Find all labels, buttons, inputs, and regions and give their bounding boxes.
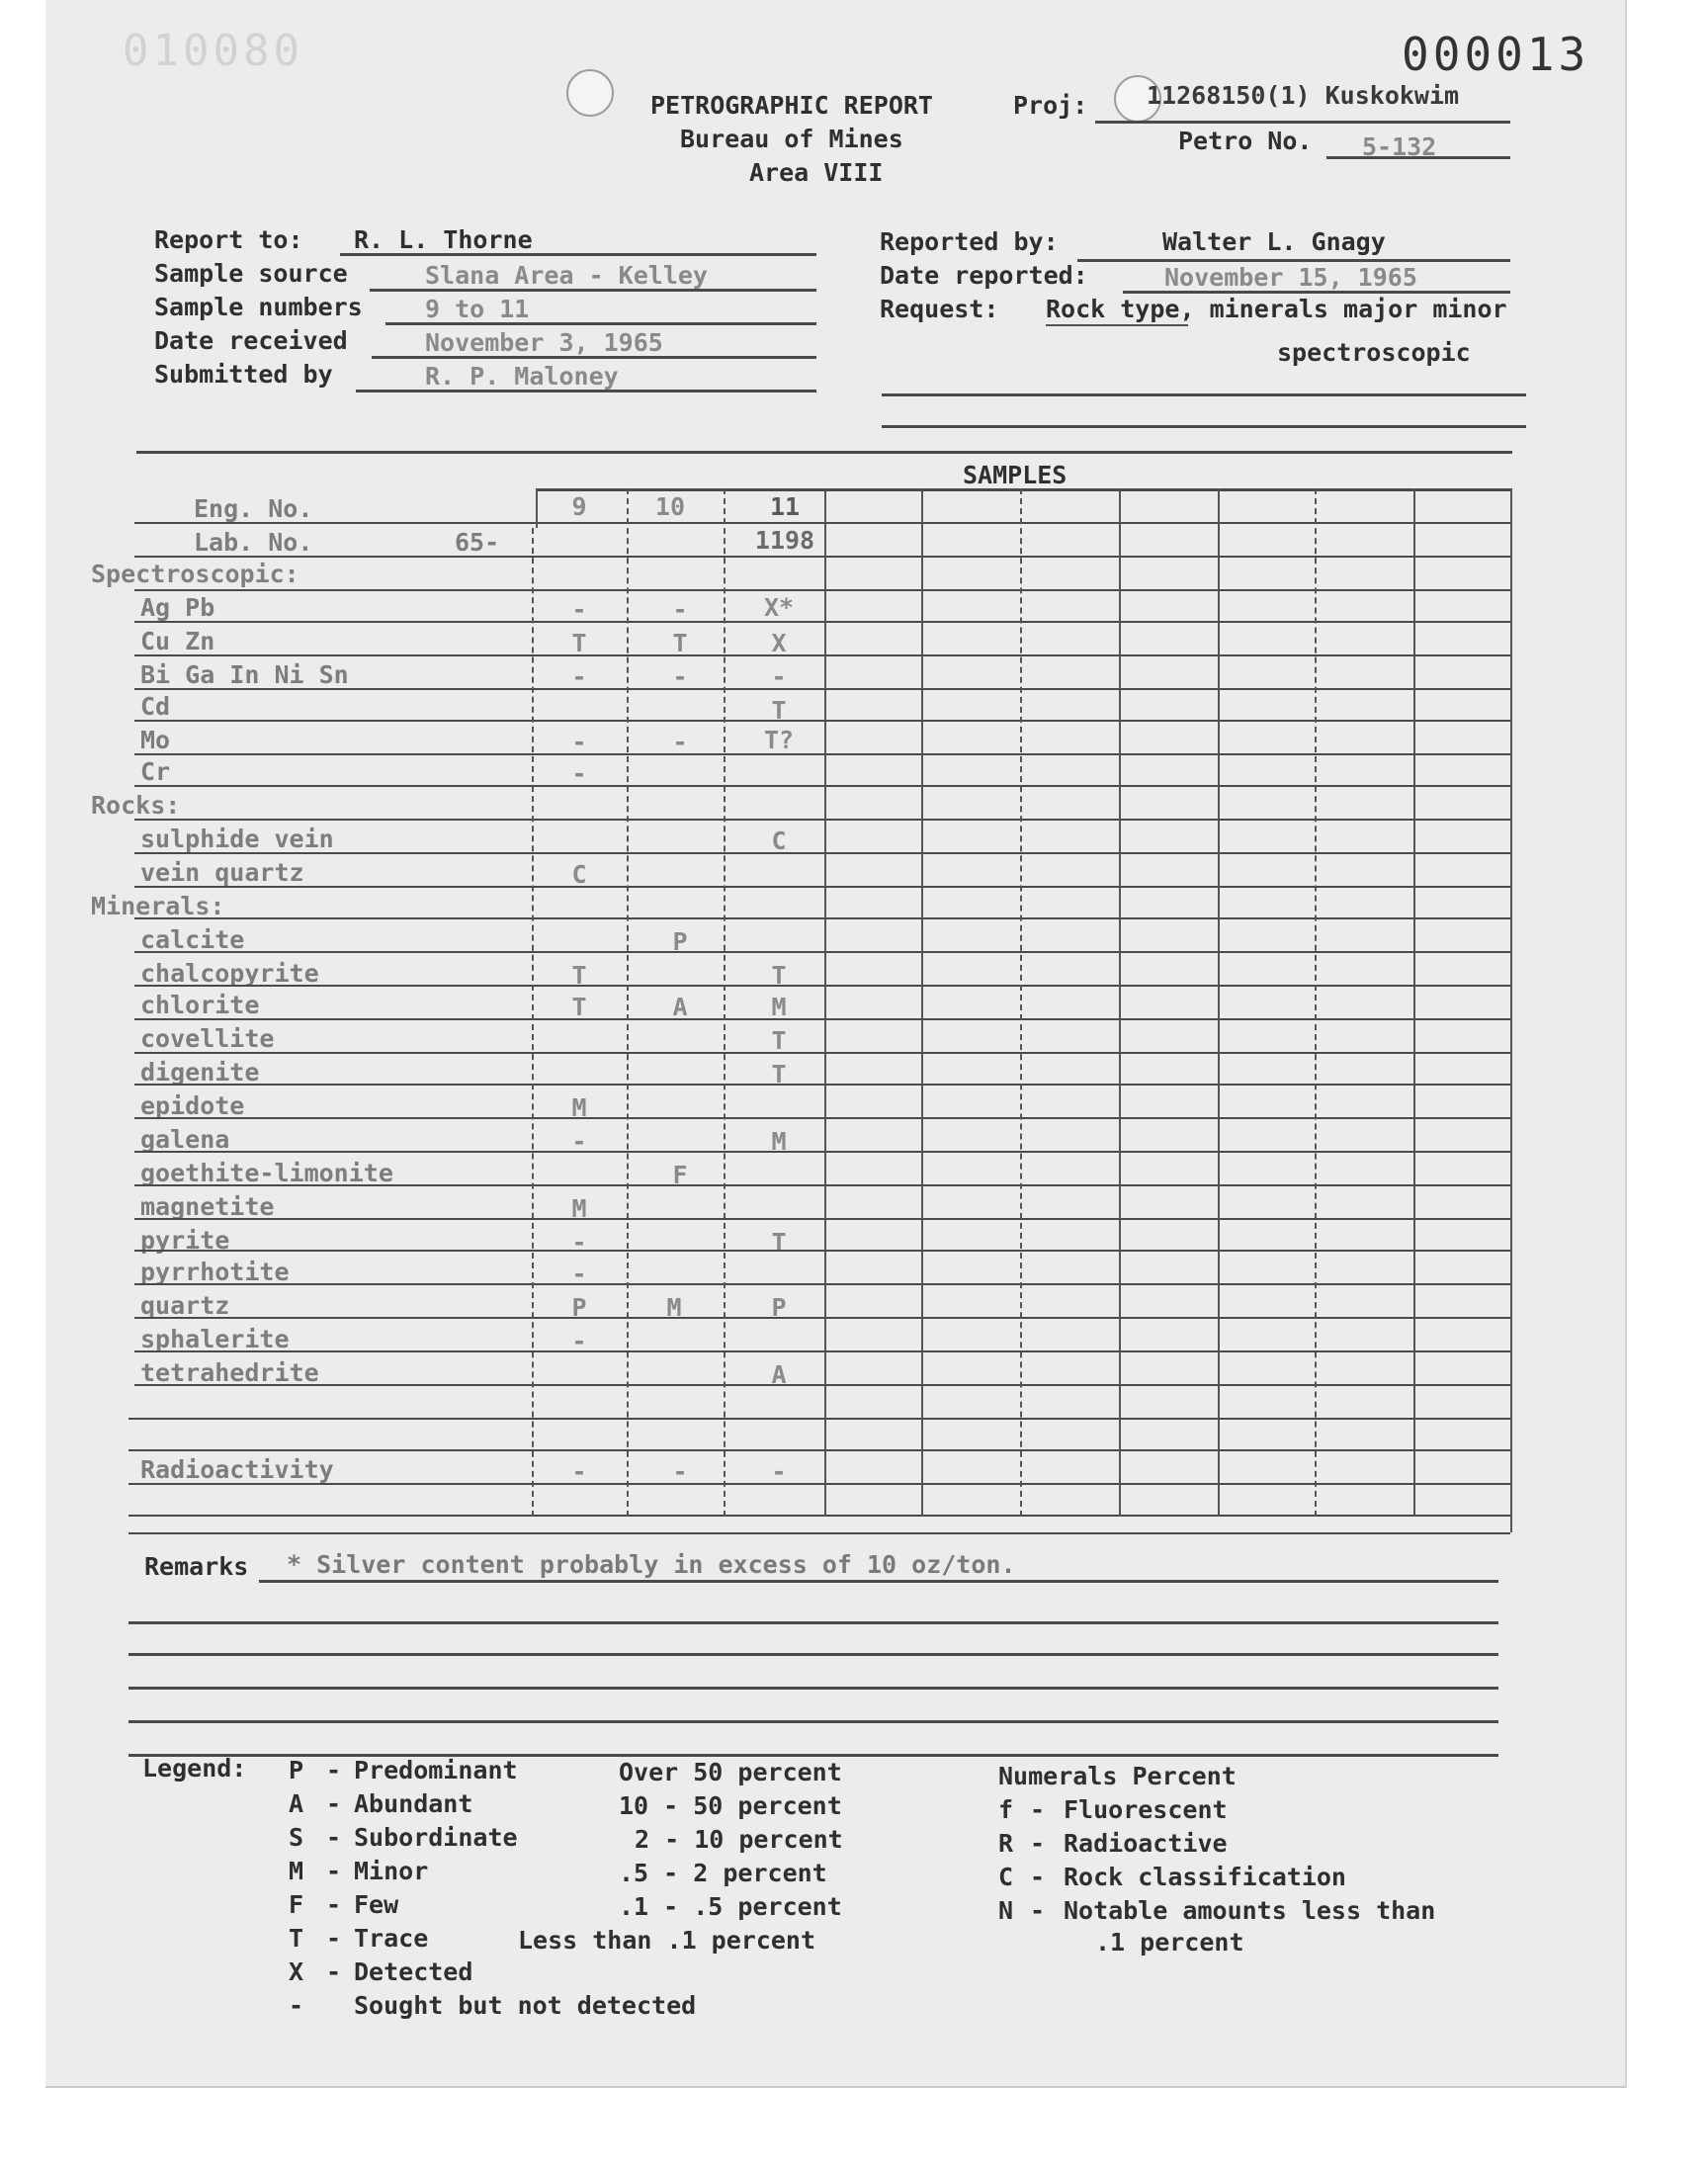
legend-dash: - (326, 1857, 342, 1885)
table-row-rule (128, 1449, 1510, 1451)
legend-dash: - (326, 1823, 342, 1852)
table-cell: X* (763, 593, 795, 622)
legend-name: Few (354, 1890, 399, 1919)
table-row-rule (134, 1052, 1510, 1054)
table-row-label: sphalerite (140, 1325, 290, 1353)
request-blank-line (882, 393, 1526, 396)
table-cell: - (672, 595, 688, 624)
date-reported-underline (1123, 291, 1510, 294)
table-row-label: pyrite (140, 1226, 230, 1255)
eng-number: 9 (571, 492, 587, 521)
document-number: 000013 (1402, 28, 1590, 81)
table-row-rule (134, 1117, 1510, 1119)
reported-by-value: Walter L. Gnagy (1162, 227, 1386, 256)
legend-code: - (289, 1991, 304, 2020)
legend-label: Legend: (142, 1754, 247, 1783)
lab-number: 1198 (754, 526, 815, 555)
submitted-by-value: R. P. Maloney (425, 362, 619, 391)
table-cell: P (771, 1293, 787, 1322)
table-row-label: Cd (140, 692, 171, 721)
section-minerals: Minerals: (91, 892, 225, 920)
table-cell: P (672, 927, 688, 956)
table-row-label: epidote (140, 1091, 245, 1120)
legend-code: F (289, 1890, 304, 1919)
request-label: Request: (880, 295, 999, 323)
column-divider (1020, 488, 1022, 1517)
legend-tail: .1 percent (1095, 1928, 1244, 1957)
table-row-label: goethite-limonite (140, 1159, 393, 1187)
table-cell: T (771, 696, 787, 725)
legend-range: Less than .1 percent (518, 1926, 816, 1955)
section-spectroscopic: Spectroscopic: (91, 560, 299, 588)
table-cell: T (571, 993, 587, 1021)
table-row-label: chalcopyrite (140, 959, 319, 988)
legend-dash: - (1030, 1863, 1046, 1891)
proj-value: 11268150(1) Kuskokwim (1147, 81, 1460, 110)
table-row-rule (128, 1532, 1510, 1534)
column-divider (1510, 488, 1512, 1532)
date-reported-value: November 15, 1965 (1164, 263, 1417, 292)
legend-name: Detected (354, 1958, 473, 1986)
legend-range: Over 50 percent (619, 1758, 842, 1786)
remarks-line (128, 1621, 1498, 1624)
eng-number: 11 (769, 492, 801, 521)
ghost-stamp-number: 010080 (123, 26, 303, 76)
samples-header-rule (538, 488, 1512, 491)
legend-dash: - (326, 1958, 342, 1986)
table-cell: T (771, 1026, 787, 1055)
sample-numbers-label: Sample numbers (154, 293, 363, 321)
legend-name: Subordinate (354, 1823, 518, 1852)
legend-dash: - (1030, 1795, 1046, 1824)
table-row-rule (134, 1250, 1510, 1252)
column-divider (824, 488, 826, 1517)
remarks-line (128, 1720, 1498, 1723)
table-row-label: vein quartz (140, 858, 304, 887)
table-row-rule (134, 1350, 1510, 1352)
legend-dash: - (326, 1756, 342, 1784)
legend-name: Radioactive (1064, 1829, 1228, 1858)
table-row-rule (134, 886, 1510, 888)
table-cell: - (571, 728, 587, 756)
table-row-rule (134, 1317, 1510, 1319)
table-row-rule (134, 621, 1510, 623)
table-cell: - (672, 1457, 688, 1486)
legend-code: P (289, 1756, 304, 1784)
table-row-label: pyrrhotite (140, 1258, 290, 1286)
legend-name: Rock classification (1064, 1863, 1346, 1891)
legend-code: R (998, 1829, 1014, 1858)
eng-number: 10 (654, 492, 686, 521)
table-row-label: Radioactivity (140, 1455, 334, 1484)
sample-numbers-underline (385, 322, 816, 325)
report-to-label: Report to: (154, 225, 303, 254)
table-cell: C (771, 826, 787, 855)
legend-name: Notable amounts less than (1064, 1896, 1436, 1925)
remarks-line (128, 1687, 1498, 1690)
legend-name: Predominant (354, 1756, 518, 1784)
table-row-rule (134, 1218, 1510, 1220)
lab-no-prefix: 65- (455, 528, 500, 557)
legend-code: f (998, 1795, 1014, 1824)
table-row-label: sulphide vein (140, 825, 334, 853)
lab-no-label: Lab. No. (194, 528, 313, 557)
reported-by-label: Reported by: (880, 227, 1059, 256)
legend-dash: - (326, 1789, 342, 1818)
reported-by-underline (1077, 259, 1510, 262)
column-divider (627, 488, 629, 1517)
table-cell: - (771, 662, 787, 691)
date-received-value: November 3, 1965 (425, 328, 663, 357)
table-row-label: magnetite (140, 1192, 275, 1221)
table-row-rule (128, 1418, 1510, 1420)
report-to-value: R. L. Thorne (354, 225, 533, 254)
table-cell: - (571, 595, 587, 624)
table-cell: A (771, 1360, 787, 1389)
table-row-label: calcite (140, 925, 245, 954)
table-row-rule (134, 985, 1510, 987)
table-row-label: tetrahedrite (140, 1358, 319, 1387)
column-divider (532, 528, 534, 1517)
legend-code: C (998, 1863, 1014, 1891)
sample-source-label: Sample source (154, 259, 348, 288)
table-row-rule (128, 1483, 1510, 1485)
remarks-line (128, 1653, 1498, 1656)
table-cell: - (672, 728, 688, 756)
table-row-rule (134, 1184, 1510, 1186)
table-cell: M (666, 1293, 682, 1322)
table-row-rule (134, 951, 1510, 953)
table-cell: M (571, 1194, 587, 1223)
legend-code: N (998, 1896, 1014, 1925)
column-divider (724, 488, 726, 1517)
table-row-label: galena (140, 1125, 230, 1154)
table-row-label: chlorite (140, 991, 260, 1019)
legend-name: Sought but not detected (354, 1991, 697, 2020)
table-row-rule (134, 785, 1510, 787)
table-row-label: Ag Pb (140, 593, 215, 622)
date-received-underline (372, 356, 816, 359)
legend-code: S (289, 1823, 304, 1852)
punch-hole-icon (566, 69, 614, 117)
table-row-rule (134, 556, 1510, 558)
table-cell: T? (763, 726, 795, 754)
table-row-rule (134, 1084, 1510, 1086)
table-cell: A (672, 993, 688, 1021)
legend-code: A (289, 1789, 304, 1818)
table-row-rule (134, 522, 1510, 524)
report-to-underline (340, 253, 816, 256)
table-cell: C (571, 860, 587, 889)
table-row-label: Mo (140, 726, 171, 754)
table-cell: - (571, 1260, 587, 1288)
legend-name: Fluorescent (1064, 1795, 1228, 1824)
table-cell: T (771, 1060, 787, 1088)
legend-range: .5 - 2 percent (619, 1859, 827, 1887)
header-divider (136, 451, 1512, 454)
table-cell: - (571, 759, 587, 788)
petro-underline (1326, 156, 1510, 159)
request-blank-line (882, 425, 1526, 428)
table-row-rule (128, 1515, 1510, 1517)
table-row-rule (134, 917, 1510, 919)
submitted-by-label: Submitted by (154, 360, 333, 389)
table-row-label: quartz (140, 1291, 230, 1320)
legend-name: Abundant (354, 1789, 473, 1818)
table-cell: T (771, 961, 787, 990)
table-row-rule (134, 688, 1510, 690)
table-row-rule (134, 852, 1510, 854)
section-rocks: Rocks: (91, 791, 181, 820)
request-value: Rock type, minerals major minor (1046, 295, 1507, 323)
table-row-rule (134, 753, 1510, 755)
legend-code: T (289, 1924, 304, 1953)
table-cell: P (571, 1293, 587, 1322)
remarks-line (259, 1580, 1498, 1583)
table-cell: T (571, 961, 587, 990)
request-value-2: spectroscopic (1277, 338, 1471, 367)
sample-numbers-value: 9 to 11 (425, 295, 530, 323)
submitted-by-underline (356, 390, 816, 392)
sample-source-value: Slana Area - Kelley (425, 261, 708, 290)
column-divider (536, 488, 538, 528)
report-area: Area VIII (749, 158, 884, 187)
table-row-rule (134, 720, 1510, 722)
table-row-rule (134, 1283, 1510, 1285)
column-divider (1413, 488, 1415, 1517)
table-row-rule (134, 654, 1510, 656)
table-cell: - (571, 1228, 587, 1257)
legend-dash: - (1030, 1896, 1046, 1925)
table-row-label: covellite (140, 1024, 275, 1053)
table-row-rule (134, 1018, 1510, 1020)
table-row-rule (134, 1151, 1510, 1153)
legend-name: Trace (354, 1924, 429, 1953)
legend-numerals-title: Numerals Percent (998, 1762, 1237, 1790)
table-cell: M (771, 993, 787, 1021)
table-cell: - (571, 1127, 587, 1156)
date-received-label: Date received (154, 326, 348, 355)
table-cell: T (771, 1228, 787, 1257)
table-row-rule (134, 1384, 1510, 1386)
table-row-rule (134, 589, 1510, 591)
remarks-label: Remarks (144, 1552, 249, 1581)
table-cell: T (571, 629, 587, 657)
table-cell: F (672, 1161, 688, 1189)
table-cell: M (571, 1093, 587, 1122)
table-cell: M (771, 1127, 787, 1156)
table-cell: - (571, 1457, 587, 1486)
table-cell: - (672, 662, 688, 691)
table-row-label: Cr (140, 757, 171, 786)
request-underline (1046, 324, 1188, 326)
date-reported-label: Date reported: (880, 261, 1088, 290)
proj-label: Proj: (1013, 91, 1088, 120)
legend-name: Minor (354, 1857, 429, 1885)
legend-range: 2 - 10 percent (635, 1825, 843, 1854)
proj-underline (1095, 121, 1510, 124)
legend-code: M (289, 1857, 304, 1885)
sample-source-underline (370, 289, 816, 292)
legend-dash: - (1030, 1829, 1046, 1858)
legend-dash: - (326, 1924, 342, 1953)
table-row-label: Bi Ga In Ni Sn (140, 660, 349, 689)
column-divider (1218, 488, 1220, 1517)
table-row-label: digenite (140, 1058, 260, 1087)
report-agency: Bureau of Mines (680, 125, 903, 153)
petro-value: 5-132 (1362, 132, 1437, 161)
table-row-rule (134, 819, 1510, 821)
petro-label: Petro No. (1178, 127, 1313, 155)
table-cell: - (571, 662, 587, 691)
table-row-label: Cu Zn (140, 627, 215, 655)
table-cell: - (771, 1457, 787, 1486)
legend-range: .1 - .5 percent (619, 1892, 842, 1921)
legend-code: X (289, 1958, 304, 1986)
eng-no-label: Eng. No. (194, 494, 313, 523)
table-cell: X (771, 629, 787, 657)
table-cell: T (672, 629, 688, 657)
legend-dash: - (326, 1890, 342, 1919)
samples-header: SAMPLES (963, 461, 1068, 489)
column-divider (1119, 488, 1121, 1517)
legend-range: 10 - 50 percent (619, 1791, 842, 1820)
column-divider (1315, 488, 1317, 1517)
remarks-text: * Silver content probably in excess of 10 oz/ton. (287, 1550, 1016, 1579)
report-title: PETROGRAPHIC REPORT (650, 91, 933, 120)
column-divider (921, 488, 923, 1517)
table-cell: - (571, 1327, 587, 1355)
